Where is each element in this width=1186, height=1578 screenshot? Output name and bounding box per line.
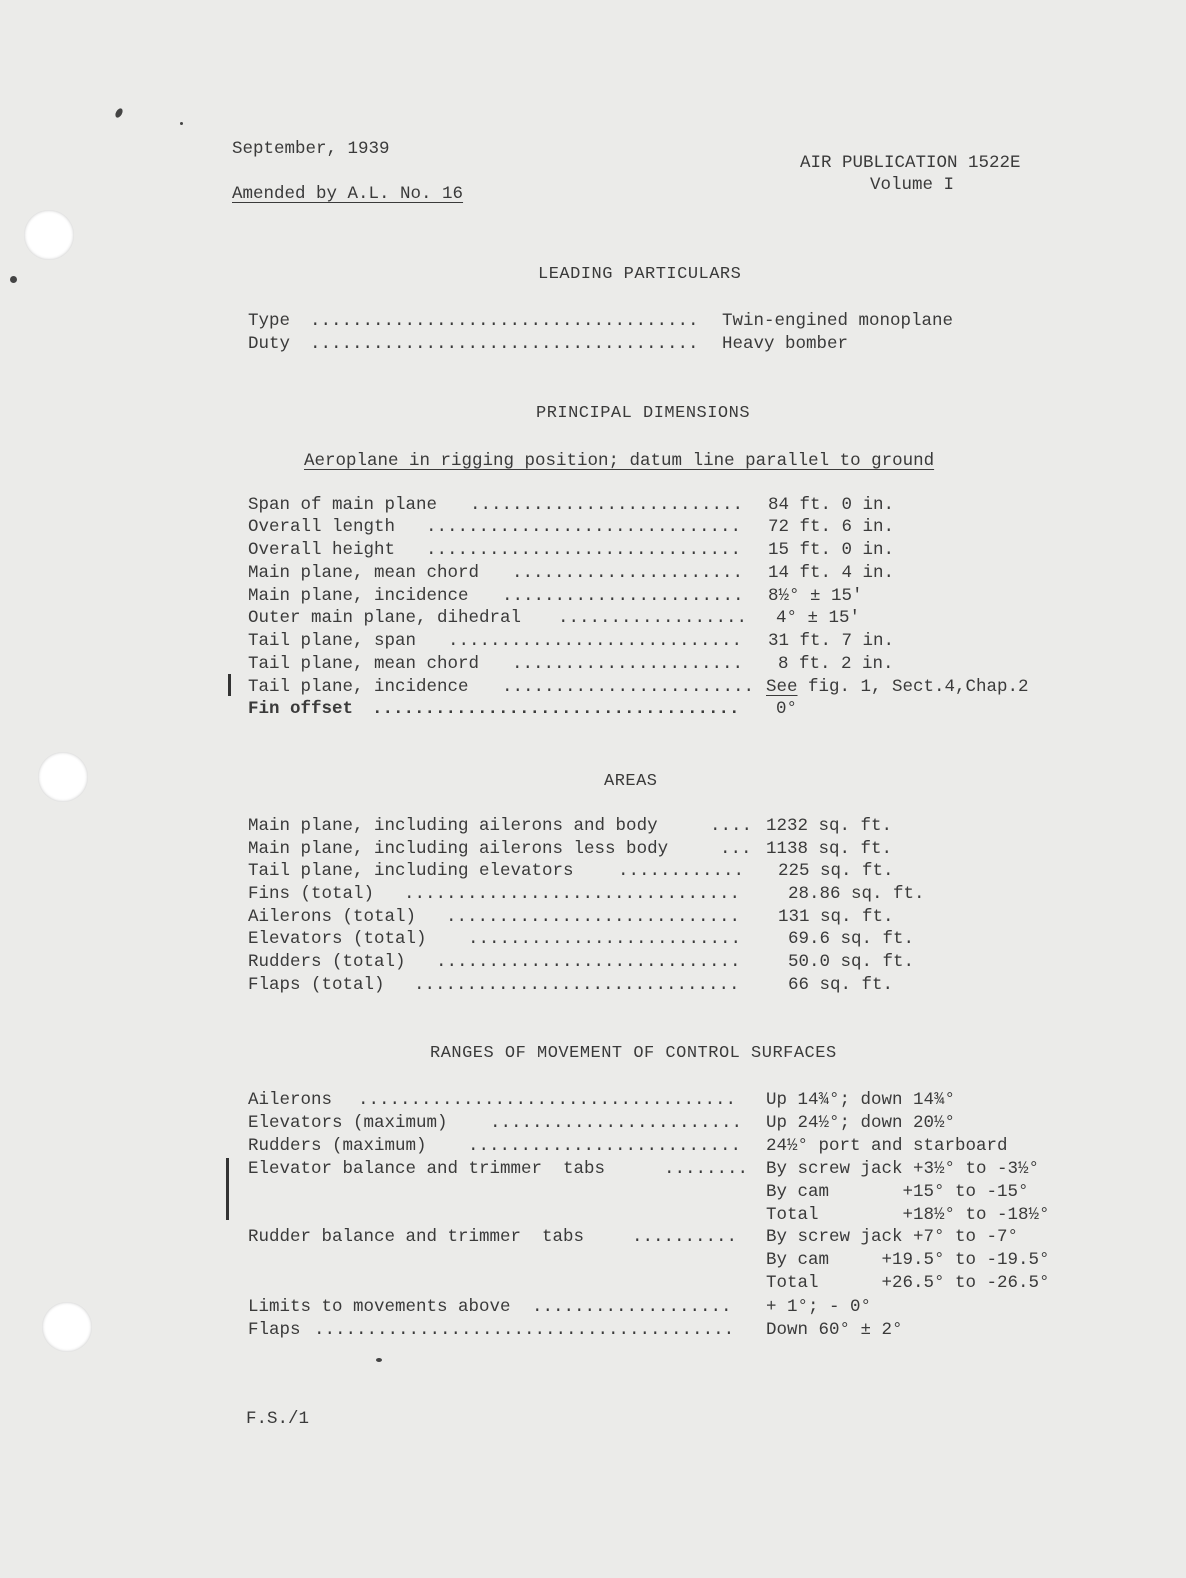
spec-label: Elevators (total) — [248, 929, 427, 949]
ink-speck — [10, 276, 17, 283]
spec-label: Tail plane, mean chord — [248, 654, 480, 674]
spec-row — [248, 1204, 1108, 1227]
dot-leader: ............................... — [414, 975, 740, 995]
spec-label: Flaps (total) — [248, 975, 385, 995]
dot-leader: ........ — [664, 1159, 749, 1179]
dot-leader: ................................... — [372, 699, 740, 719]
section-title-control-surfaces: RANGES OF MOVEMENT OF CONTROL SURFACES — [430, 1044, 837, 1063]
punch-hole-bottom — [42, 1302, 92, 1352]
spec-label: Flaps — [248, 1320, 301, 1340]
dot-leader: ............................ — [448, 631, 743, 651]
dot-leader: ............ — [618, 861, 745, 881]
spec-row — [248, 676, 1108, 699]
spec-value: 72 ft. 6 in. — [768, 517, 895, 537]
spec-value: Up 24½°; down 20½° — [766, 1113, 956, 1133]
revision-bar — [226, 1158, 229, 1220]
spec-label: Overall length — [248, 517, 396, 537]
dot-leader: ....................... — [502, 586, 744, 606]
spec-label: Main plane, mean chord — [248, 563, 480, 583]
spec-value: 28.86 sq. ft. — [788, 884, 925, 904]
spec-row — [248, 607, 1108, 630]
spec-value: By cam +19.5° to -19.5° — [766, 1250, 1050, 1270]
revision-bar — [228, 674, 231, 696]
spec-value: 225 sq. ft. — [778, 861, 894, 881]
spec-row — [248, 562, 1108, 585]
dot-leader: ..................................... — [310, 334, 699, 354]
spec-value: 24½° port and starboard — [766, 1136, 1008, 1156]
dot-leader: .............................. — [426, 517, 742, 537]
spec-row — [248, 310, 1108, 333]
document-date: September, 1939 — [232, 139, 390, 159]
dot-leader: ........................ — [502, 677, 755, 697]
spec-value: 4° ± 15' — [776, 608, 861, 628]
spec-value: 1232 sq. ft. — [766, 816, 893, 836]
spec-row — [248, 630, 1108, 653]
punch-hole-top — [24, 210, 74, 260]
section-title-areas: AREAS — [604, 772, 658, 791]
spec-label: Rudders (total) — [248, 952, 406, 972]
spec-row — [248, 1272, 1108, 1295]
spec-value: 8 ft. 2 in. — [778, 654, 894, 674]
amendment-note: Amended by A.L. No. 16 — [232, 184, 464, 204]
section-title-leading-particulars: LEADING PARTICULARS — [538, 265, 742, 284]
spec-label: Rudders (maximum) — [248, 1136, 427, 1156]
spec-value: Total +18½° to -18½° — [766, 1205, 1050, 1225]
spec-row — [248, 951, 1108, 974]
spec-value: Heavy bomber — [722, 334, 849, 354]
spec-label: Main plane, incidence — [248, 586, 469, 606]
dot-leader: ........................ — [490, 1113, 743, 1133]
spec-label: Fins (total) — [248, 884, 375, 904]
spec-row — [248, 333, 1108, 356]
spec-value: By screw jack +7° to -7° — [766, 1227, 1019, 1247]
spec-value: Up 14¾°; down 14¾° — [766, 1090, 956, 1110]
spec-row — [248, 838, 1108, 861]
spec-row — [248, 1296, 1108, 1319]
punch-hole-middle — [38, 752, 88, 802]
spec-row — [248, 1089, 1108, 1112]
spec-row — [248, 1319, 1108, 1342]
spec-value: 50.0 sq. ft. — [788, 952, 915, 972]
ink-speck — [180, 122, 183, 125]
dot-leader: .......................... — [468, 1136, 742, 1156]
dot-leader: ................................ — [404, 884, 741, 904]
spec-label: Type — [248, 311, 291, 331]
dot-leader: ..................................... — [310, 311, 699, 331]
dot-leader: .... — [710, 816, 753, 836]
dot-leader: ...................... — [512, 654, 744, 674]
ink-speck — [376, 1358, 382, 1362]
spec-label: Tail plane, incidence — [248, 677, 469, 697]
spec-value — [766, 676, 1029, 699]
spec-label: Rudder balance and trimmer tabs — [248, 1227, 585, 1247]
spec-label: Overall height — [248, 540, 396, 560]
spec-row — [248, 974, 1108, 997]
footer-code: F.S./1 — [246, 1409, 310, 1429]
figure-reference: fig. 1, Sect.4,Chap.2 — [797, 677, 1029, 697]
spec-label: Fin offset — [248, 699, 354, 719]
dot-leader: .............................. — [426, 540, 742, 560]
spec-label: Ailerons (total) — [248, 907, 417, 927]
dot-leader: ...................... — [512, 563, 744, 583]
spec-label: Elevators (maximum) — [248, 1113, 448, 1133]
dot-leader: ............................ — [446, 907, 741, 927]
spec-row — [248, 494, 1108, 517]
spec-label: Duty — [248, 334, 291, 354]
spec-row — [248, 883, 1108, 906]
dot-leader: ........................................ — [314, 1320, 735, 1340]
dot-leader: ................... — [532, 1297, 732, 1317]
spec-label: Outer main plane, dihedral — [248, 608, 522, 628]
spec-value: Down 60° ± 2° — [766, 1320, 903, 1340]
spec-label: Limits to movements above — [248, 1297, 511, 1317]
spec-value: 131 sq. ft. — [778, 907, 894, 927]
spec-value: 8½° ± 15' — [768, 586, 863, 606]
spec-label: Tail plane, span — [248, 631, 417, 651]
spec-value: + 1°; - 0° — [766, 1297, 872, 1317]
spec-value: By screw jack +3½° to -3½° — [766, 1159, 1040, 1179]
spec-row — [248, 653, 1108, 676]
ink-speck — [114, 107, 124, 119]
spec-value: 84 ft. 0 in. — [768, 495, 895, 515]
spec-row — [248, 1181, 1108, 1204]
spec-row — [248, 1226, 1108, 1249]
see-reference: See — [766, 677, 798, 697]
section-subtitle: Aeroplane in rigging position; datum line parallel to ground — [304, 451, 935, 471]
spec-value: Twin-engined monoplane — [722, 311, 954, 331]
spec-value: Total +26.5° to -26.5° — [766, 1273, 1050, 1293]
dot-leader: .......................... — [468, 929, 742, 949]
spec-row — [248, 815, 1108, 838]
volume-number: Volume I — [870, 175, 955, 195]
dot-leader: ... — [720, 839, 752, 859]
spec-label: Ailerons — [248, 1090, 333, 1110]
spec-label: Main plane, including ailerons less body — [248, 839, 669, 859]
spec-row — [248, 860, 1108, 883]
spec-value: 1138 sq. ft. — [766, 839, 893, 859]
spec-value: By cam +15° to -15° — [766, 1182, 1029, 1202]
spec-value: 31 ft. 7 in. — [768, 631, 895, 651]
dot-leader: .................................... — [358, 1090, 737, 1110]
dot-leader: .......................... — [470, 495, 744, 515]
spec-value: 69.6 sq. ft. — [788, 929, 915, 949]
publication-number: AIR PUBLICATION 1522E — [800, 153, 1021, 173]
spec-row — [248, 1112, 1108, 1135]
spec-row — [248, 698, 1108, 721]
spec-value: 15 ft. 0 in. — [768, 540, 895, 560]
spec-row — [248, 928, 1108, 951]
spec-row — [248, 516, 1108, 539]
spec-row — [248, 1135, 1108, 1158]
spec-label: Span of main plane — [248, 495, 438, 515]
spec-row — [248, 585, 1108, 608]
dot-leader: .................. — [558, 608, 748, 628]
spec-value: 66 sq. ft. — [788, 975, 894, 995]
spec-row — [248, 1158, 1108, 1181]
spec-row — [248, 906, 1108, 929]
spec-label: Tail plane, including elevators — [248, 861, 574, 881]
spec-label: Main plane, including ailerons and body — [248, 816, 658, 836]
dot-leader: .......... — [632, 1227, 738, 1247]
dot-leader: ............................. — [436, 952, 741, 972]
spec-row — [248, 1249, 1108, 1272]
spec-row — [248, 539, 1108, 562]
spec-label: Elevator balance and trimmer tabs — [248, 1159, 606, 1179]
section-title-principal-dimensions: PRINCIPAL DIMENSIONS — [536, 404, 751, 423]
spec-value: 14 ft. 4 in. — [768, 563, 895, 583]
spec-value: 0° — [776, 699, 798, 719]
